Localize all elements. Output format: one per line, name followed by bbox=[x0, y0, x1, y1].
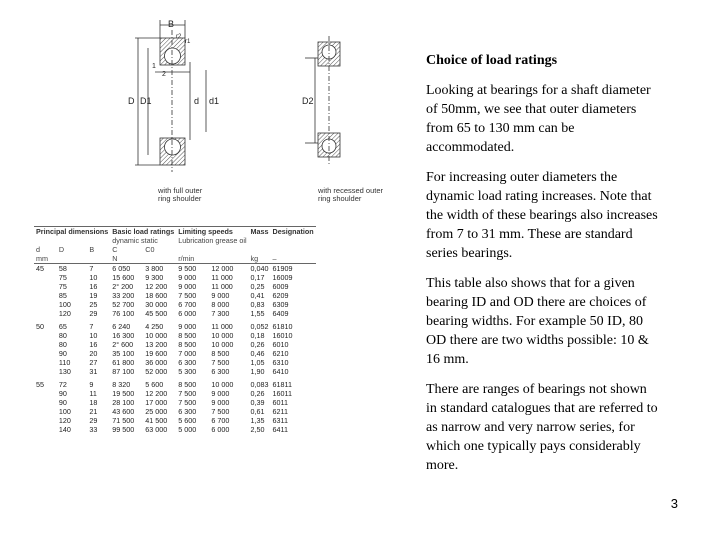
table-row bbox=[34, 425, 316, 434]
table-cell: 0,39 bbox=[250, 398, 265, 407]
table-cell: 120 bbox=[58, 309, 71, 318]
table-cell: 19 500 bbox=[112, 389, 135, 398]
table-cell: 0,083 bbox=[250, 380, 269, 389]
table-row bbox=[34, 407, 316, 416]
table-cell: 11 000 bbox=[211, 273, 233, 282]
table-row bbox=[34, 416, 316, 425]
table-row bbox=[34, 349, 316, 358]
table-cell: 0,61 bbox=[250, 407, 265, 416]
table-row bbox=[34, 340, 316, 349]
table-cell: 90 bbox=[58, 349, 67, 358]
header-limiting-speeds: Limiting speeds bbox=[176, 227, 248, 237]
table-cell: 0,17 bbox=[250, 273, 265, 282]
table-cell: 6 300 bbox=[211, 367, 230, 376]
table-cell: 0,18 bbox=[250, 331, 265, 340]
label-1: 1 bbox=[152, 63, 156, 70]
table-cell: 6 300 bbox=[178, 358, 197, 367]
table-cell: 19 bbox=[89, 291, 98, 300]
table-cell: 11 000 bbox=[211, 282, 233, 291]
table-cell: 2,50 bbox=[250, 425, 265, 434]
table-cell: 1,35 bbox=[250, 416, 265, 425]
table-cell: 15 600 bbox=[112, 273, 135, 282]
label-d1: d1 bbox=[209, 96, 220, 106]
table-cell: 7 500 bbox=[178, 389, 197, 398]
table-cell: 8 500 bbox=[178, 331, 197, 340]
table-cell: 7 500 bbox=[178, 398, 197, 407]
table-cell: 2° 600 bbox=[112, 340, 134, 349]
label-r1: r1 bbox=[185, 39, 191, 45]
table-cell: 6 300 bbox=[178, 407, 197, 416]
table-cell: 100 bbox=[58, 407, 71, 416]
table-cell: 9 000 bbox=[211, 398, 230, 407]
table-cell: 100 bbox=[58, 300, 71, 309]
table-cell: 4 250 bbox=[145, 322, 164, 331]
table-cell: 45 500 bbox=[145, 309, 168, 318]
table-cell: 90 bbox=[58, 398, 67, 407]
table-row bbox=[34, 291, 316, 300]
table-cell: 75 bbox=[58, 282, 67, 291]
table-cell: 140 bbox=[58, 425, 71, 434]
table-row bbox=[34, 358, 316, 367]
table-cell: 6 050 bbox=[112, 264, 131, 273]
table-cell: 6010 bbox=[272, 340, 289, 349]
table-cell: 29 bbox=[89, 416, 98, 425]
table-cell: 2° 200 bbox=[112, 282, 134, 291]
table-cell: 0,46 bbox=[250, 349, 265, 358]
table-cell: 6211 bbox=[272, 407, 289, 416]
header-designation: Designation bbox=[272, 227, 314, 236]
header-mass: Mass bbox=[249, 227, 271, 237]
table-cell: 29 bbox=[89, 309, 98, 318]
table-cell: 17 000 bbox=[145, 398, 168, 407]
table-cell: 7 500 bbox=[211, 407, 230, 416]
table-cell: 9 bbox=[89, 380, 94, 389]
table-cell: 0,052 bbox=[250, 322, 269, 331]
label-r2: r2 bbox=[176, 34, 182, 40]
table-cell: 58 bbox=[58, 264, 67, 273]
table-cell: 80 bbox=[58, 340, 67, 349]
table-cell: 5 000 bbox=[178, 425, 197, 434]
table-cell: 6409 bbox=[272, 309, 289, 318]
table-cell: 6309 bbox=[272, 300, 289, 309]
table-cell: 11 bbox=[89, 389, 97, 398]
table-cell bbox=[34, 309, 57, 318]
table-cell: 33 bbox=[89, 425, 98, 434]
table-cell bbox=[34, 425, 57, 434]
table-row bbox=[34, 389, 316, 398]
table-cell: 10 bbox=[89, 331, 98, 340]
header-basic-load-ratings: Basic load ratings bbox=[112, 227, 175, 236]
table-row bbox=[34, 398, 316, 407]
table-cell: 16010 bbox=[272, 331, 293, 340]
table-cell: 6011 bbox=[272, 398, 289, 407]
table-row bbox=[34, 264, 316, 274]
table-cell: 61909 bbox=[272, 264, 293, 273]
table-cell: 7 300 bbox=[211, 309, 230, 318]
table-subheader-row bbox=[34, 236, 316, 245]
table-header-row bbox=[34, 227, 316, 237]
caption-recessed-shoulder: with recessed outer ring shoulder bbox=[318, 186, 384, 203]
table-cell: 6009 bbox=[272, 282, 289, 291]
table-row bbox=[34, 273, 316, 282]
table-cell: 16 bbox=[89, 340, 98, 349]
table-cell: 99 500 bbox=[112, 425, 135, 434]
table-cell: 9 000 bbox=[211, 291, 230, 300]
table-cell: 9 000 bbox=[211, 389, 230, 398]
table-cell bbox=[34, 389, 57, 398]
table-cell: 0,41 bbox=[250, 291, 265, 300]
table-cell bbox=[34, 273, 57, 282]
table-cell: 6410 bbox=[272, 367, 289, 376]
table-cell: 8 320 bbox=[112, 380, 131, 389]
table-row bbox=[34, 380, 316, 389]
table-cell: 10 000 bbox=[211, 340, 234, 349]
table-cell: 12 200 bbox=[145, 389, 168, 398]
section-heading: Choice of load ratings bbox=[426, 53, 558, 68]
table-cell: 10 bbox=[89, 273, 98, 282]
label-D: D bbox=[128, 96, 135, 106]
table-cell: 52 000 bbox=[145, 367, 168, 376]
table-row bbox=[34, 282, 316, 291]
table-cell: 7 bbox=[89, 264, 94, 273]
table-row bbox=[34, 322, 316, 331]
table-cell bbox=[34, 416, 57, 425]
table-cell: 7 bbox=[89, 322, 94, 331]
table-cell: 72 bbox=[58, 380, 67, 389]
table-cell: 75 bbox=[58, 273, 67, 282]
label-d: d bbox=[194, 96, 200, 106]
table-cell bbox=[34, 407, 57, 416]
caption-full-shoulder: with full outer ring shoulder bbox=[158, 186, 203, 203]
table-cell: 41 500 bbox=[145, 416, 168, 425]
table-cell bbox=[34, 349, 57, 358]
table-cell: 30 000 bbox=[145, 300, 168, 309]
bearing-spec-table bbox=[34, 226, 316, 434]
table-cell: 61811 bbox=[272, 380, 292, 389]
table-cell: 6411 bbox=[272, 425, 289, 434]
table-cell: 25 000 bbox=[145, 407, 168, 416]
table-cell: 0,26 bbox=[250, 389, 265, 398]
table-cell: 85 bbox=[58, 291, 67, 300]
table-cell: 90 bbox=[58, 389, 67, 398]
table-cell: 16009 bbox=[272, 273, 293, 282]
paragraph-narrow-series: There are ranges of bearings not shown in standard catalogues that are referred to as narrow and very narrow series, for which one typically pays considerably more. bbox=[426, 382, 658, 473]
subheader-load-ratings: dynamic static bbox=[112, 236, 158, 245]
paragraph-shaft-diameter: Looking at bearings for a shaft diameter of 50mm, we see that outer diameters from 65 to 130 mm can be accommodated. bbox=[426, 83, 651, 155]
table-cell: 76 100 bbox=[112, 309, 135, 318]
table-cell: 12 000 bbox=[211, 264, 234, 273]
table-cell: 16011 bbox=[272, 389, 292, 398]
table-cell: 10 000 bbox=[211, 380, 234, 389]
table-cell: 16 bbox=[89, 282, 98, 291]
table-cell bbox=[34, 282, 57, 291]
table-cell: 50 bbox=[36, 322, 44, 331]
table-cell: 9 000 bbox=[178, 273, 197, 282]
subheader-lubrication: Lubrication grease oil bbox=[178, 236, 247, 245]
label-D2: D2 bbox=[302, 96, 314, 106]
table-cell: 35 100 bbox=[112, 349, 135, 358]
table-cell: 6 700 bbox=[211, 416, 230, 425]
table-cell: 120 bbox=[58, 416, 71, 425]
table-cell: 36 000 bbox=[145, 358, 168, 367]
table-cell: 43 600 bbox=[112, 407, 135, 416]
table-cell: 3 800 bbox=[145, 264, 164, 273]
table-cell: 8 500 bbox=[211, 349, 230, 358]
paragraph-bearing-widths: This table also shows that for a given bearing ID and OD there are choices of bearing widths. For example 50 ID, 80 OD there are two widths possible: 10 & 16 mm. bbox=[426, 276, 649, 367]
table-cell: 87 100 bbox=[112, 367, 135, 376]
table-cell: 33 200 bbox=[112, 291, 135, 300]
table-cell: 45 bbox=[36, 264, 44, 273]
table-cell: 10 000 bbox=[211, 331, 234, 340]
table-cell: 7 500 bbox=[178, 291, 197, 300]
table-cell: 61810 bbox=[272, 322, 293, 331]
table-cell bbox=[34, 291, 57, 300]
table-cell: 16 300 bbox=[112, 331, 135, 340]
table-cell: 5 600 bbox=[145, 380, 164, 389]
table-row bbox=[34, 309, 316, 318]
table-cell: 0,25 bbox=[250, 282, 265, 291]
table-cell: 0,83 bbox=[250, 300, 265, 309]
table-cell: 6210 bbox=[272, 349, 289, 358]
table-cell: 6310 bbox=[272, 358, 289, 367]
table-cell: 6 240 bbox=[112, 322, 131, 331]
table-cell: 1,90 bbox=[250, 367, 265, 376]
table-cell: 21 bbox=[89, 407, 98, 416]
header-principal-dimensions: Principal dimensions bbox=[36, 227, 109, 236]
table-cell: 6 000 bbox=[211, 425, 230, 434]
table-cell: 1,55 bbox=[250, 309, 265, 318]
table-cell: 18 bbox=[89, 398, 98, 407]
table-cell: 19 600 bbox=[145, 349, 168, 358]
table-cell bbox=[34, 331, 57, 340]
table-cell bbox=[34, 300, 57, 309]
table-cell: 6209 bbox=[272, 291, 289, 300]
label-D1: D1 bbox=[140, 96, 152, 106]
table-row bbox=[34, 331, 316, 340]
table-cell: 7 000 bbox=[178, 349, 197, 358]
explanation-text bbox=[426, 51, 658, 486]
table-cell: 28 100 bbox=[112, 398, 135, 407]
table-cell: 63 000 bbox=[145, 425, 168, 434]
paragraph-load-rating: For increasing outer diameters the dynamic load rating increases. Note that the width of these bearings also increases from 7 to 31 mm. These are standard series bearings. bbox=[426, 170, 658, 261]
table-cell bbox=[34, 358, 57, 367]
table-cell: 25 bbox=[89, 300, 98, 309]
table-row bbox=[34, 300, 316, 309]
table-cell: 0,26 bbox=[250, 340, 265, 349]
table-cell: 6311 bbox=[272, 416, 289, 425]
table-cell: 5 600 bbox=[178, 416, 197, 425]
table-cell: 55 bbox=[36, 380, 44, 389]
table-cell: 6 700 bbox=[178, 300, 197, 309]
table-units-row: mm N r/min kg – bbox=[34, 254, 316, 264]
table-row bbox=[34, 367, 316, 376]
table-column-row: d D B C C0 bbox=[36, 245, 155, 254]
table-cell bbox=[34, 340, 57, 349]
table-cell: 27 bbox=[89, 358, 98, 367]
table-cell: 61 800 bbox=[112, 358, 135, 367]
table-cell bbox=[34, 398, 57, 407]
table-cell: 31 bbox=[89, 367, 98, 376]
table-cell: 8 000 bbox=[211, 300, 230, 309]
table-cell: 6 000 bbox=[178, 309, 197, 318]
table-cell: 8 500 bbox=[178, 340, 197, 349]
label-2: 2 bbox=[162, 71, 166, 78]
table-cell: 130 bbox=[58, 367, 71, 376]
table-cell: 71 500 bbox=[112, 416, 135, 425]
table-cell bbox=[34, 367, 57, 376]
table-cell: 10 000 bbox=[145, 331, 168, 340]
table-cell: 1,05 bbox=[250, 358, 265, 367]
table-cell: 18 600 bbox=[145, 291, 168, 300]
table-cell: 80 bbox=[58, 331, 67, 340]
table-cell: 9 500 bbox=[178, 264, 197, 273]
table-cell: 5 300 bbox=[178, 367, 197, 376]
table-cell: 110 bbox=[58, 358, 71, 367]
table-cell: 12 200 bbox=[145, 282, 168, 291]
table-cell: 0,040 bbox=[250, 264, 269, 273]
table-cell: 20 bbox=[89, 349, 98, 358]
table-cell: 9 000 bbox=[178, 322, 197, 331]
table-cell: 9 300 bbox=[145, 273, 164, 282]
table-cell: 11 000 bbox=[211, 322, 233, 331]
table-cell: 13 200 bbox=[145, 340, 168, 349]
table-cell: 7 500 bbox=[211, 358, 230, 367]
table-cell: 9 000 bbox=[178, 282, 197, 291]
table-cell: 52 700 bbox=[112, 300, 135, 309]
label-B: B bbox=[168, 19, 175, 29]
page-number: 3 bbox=[670, 496, 678, 511]
table-cell: 65 bbox=[58, 322, 67, 331]
table-cell: 8 500 bbox=[178, 380, 197, 389]
